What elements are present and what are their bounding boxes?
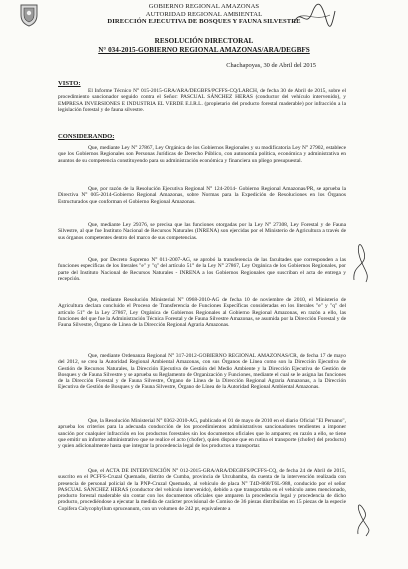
signature-scribble [292,3,336,29]
paragraph-3: Que, por razón de la Resolución Ejecutiva Regional N° 124-2014- Gobierno Regional Amazonas/PR, se aprueba la Directiva N° 005-2014-Gobierno Regional Amazonas, sobre Normas para la Expedición de Resoluciones en los Órganos Estructurados que conforman el Gobierno Regional Amazonas. [58,186,346,205]
resolution-heading [0,37,408,54]
paragraph-6: Que, mediante Resolución Ministerial N° 0968-2010-AG de fecha 10 de noviembre de 2010, el Ministerio de Agricultura declara concluido el Proceso de Transferencia de Funciones Específicas consideradas en los literales "e" y "q" del artículo 51° de la Ley 27867, Ley Orgánica de Gobiernos Regionales al Gobierno Regional Amazonas, en razón a ello, las funciones del que fue la Administración Técnica Forestal y de Fauna Silvestre Amazonas, se asumida por la Dirección Forestal y de Fauna Silvestre, Órgano de Línea de la Dirección Regional Agraria Amazonas. [58,297,346,328]
paragraph-8: Que, la Resolución Ministerial N° 0362-2010-AG, publicado el 01 de mayo de 2010 en el diario Oficial "El Peruano", aprueba los criterios para la adecuada conducción de los procedimientos administrativos sancionadores tendientes a imponer sanción por cualquier infracción en los productos forestales sin los documentos oficiales que lo amparen; en razón a ello, se tiene que emitir un informe administrativo que se realice el acto (chofer), quien dispone que en rutina el transporte (chofer) del producto) y quien adicionalmente hasta que integrar la procedencia legal de los productos a transportar. [58,418,346,449]
paragraph-7: Que, mediante Ordenanza Regional N° 317-2012-GOBIERNO REGIONAL AMAZONAS/CR, de fecha 17 de mayo del 2012, se crea la Autoridad Regional Ambiental Amazonas, con sus Órganos de Línea como son la Dirección Ejecutiva de Gestión de Recursos Naturales, la Dirección Ejecutiva de Gestión del Medio Ambiente y la Dirección Ejecutiva de Gestión de Bosques y de Fauna Silvestre y se aprueba su Reglamento de Organización y Funciones, mediante el cual se le asigna las funciones de la Dirección Forestal y de Fauna Silvestre, Órgano de Línea de la Dirección Regional Agraria Amazonas, a la Dirección Ejecutiva de Gestión de Bosques y de Fauna Silvestre, Órgano de Línea de la Autoridad Regional Ambiental Amazonas. [58,353,346,391]
paragraph-2: Que, mediante Ley N° 27867, Ley Orgánica de los Gobiernos Regionales y su modificatoria Ley N° 27902, establece que los Gobiernos Regionales son Personas Jurídicas de Derecho Público, con autonomía política, económica y administrativa en asuntos de su competencia constituyendo para su administración económica y financiera un pliego presupuestal. [58,145,346,164]
paragraph-5: Que, por Decreto Supremo N° 011-2007-AG, se aprobó la transferencia de las facultades que corresponden a las funciones específicas de los literales "e" y "q" del artículo 51° de la Ley N° 27867, Ley Orgánica de los Gobiernos Regionales, por parte del Instituto Nacional de Recursos Naturales - INRENA a los Gobiernos Regionales que suscriban el acta de entrega y recepción. [58,257,346,282]
paragraph-visto: El Informe Técnico N° 015-2015-GRA/ARA/DEGBFS/PCFFS-CQ/LARCH, de fecha 30 de Abril de 2015, sobre el procedimiento sancionador seguido contra el Señor: PASCUAL SÁNCHEZ HERAS (conductor del vehículo intervenido), y EMPRESA INVERSIONES E INDUSTRIA EL VERDE E.I.R.L. (propietario del producto forestal maderable) por infracción a la legislación forestal y de fauna silvestre. [58,88,346,113]
paragraph-9: Que, el ACTA DE INTERVENCIÓN N° 012-2015-GRA/ARA/DEGBFS/PCFFS-CQ, de fecha 24 de Abril de 2015, suscrito en el PCFFS-Cruzal Quemado, distrito de Cumba, provincia de Utcubamba, da cuenta de la intervención realizada con presencia de personal policial de la PNP-Cruzal Quemado, al vehículo de placa N° T4D-868/T6L-988, conducido por el señor PASCUAL SÁNCHEZ HERAS (conductor del vehículo intervenido), debido a que transportaba en el vehículo antes mencionado, producto forestal maderable sin contar con los documentos oficiales que amparen la procedencia legal y procedencia de dicho producto, procediéndose a ejecutar la medida de carácter provisional de Comiso de 36 piezas distribuidas en 15 piezas de la especie Copifera Calycophyllum spruceanum, con un volumen de 242 pt, equivalente a [58,468,346,512]
letterhead-line-1: GOBIERNO REGIONAL AMAZONAS [148,3,260,10]
resolution-number: N° 034-2015-GOBIERNO REGIONAL AMAZONAS/ARA/DEGBFS [98,45,310,54]
letterhead [0,3,408,26]
resolution-title: RESOLUCIÓN DIRECTORAL [154,37,254,45]
margin-initials [352,500,374,540]
letterhead-line-2: AUTORIDAD REGIONAL AMBIENTAL [145,10,263,18]
paragraph-4: Que, mediante Ley 29376, se precisa que las funciones otorgadas por la Ley N° 27308, Ley Forestal y de Fauna Silvestre, al que fue Instituto Nacional de Recursos Naturales (INRENA) son ejercidas por el Ministerio de Agricultura a través de sus órganos competentes dentro del marco de sus competencias. [58,222,346,241]
section-visto: VISTO: [58,80,81,87]
section-considerando: CONSIDERANDO: [58,133,115,140]
letterhead-line-3: DIRECCIÓN EJECUTIVA DE BOSQUES Y FAUNA SILVESTRE [107,18,301,26]
place-date: Chachapoyas, 30 de Abril del 2015 [226,62,316,69]
margin-initials [350,244,372,284]
